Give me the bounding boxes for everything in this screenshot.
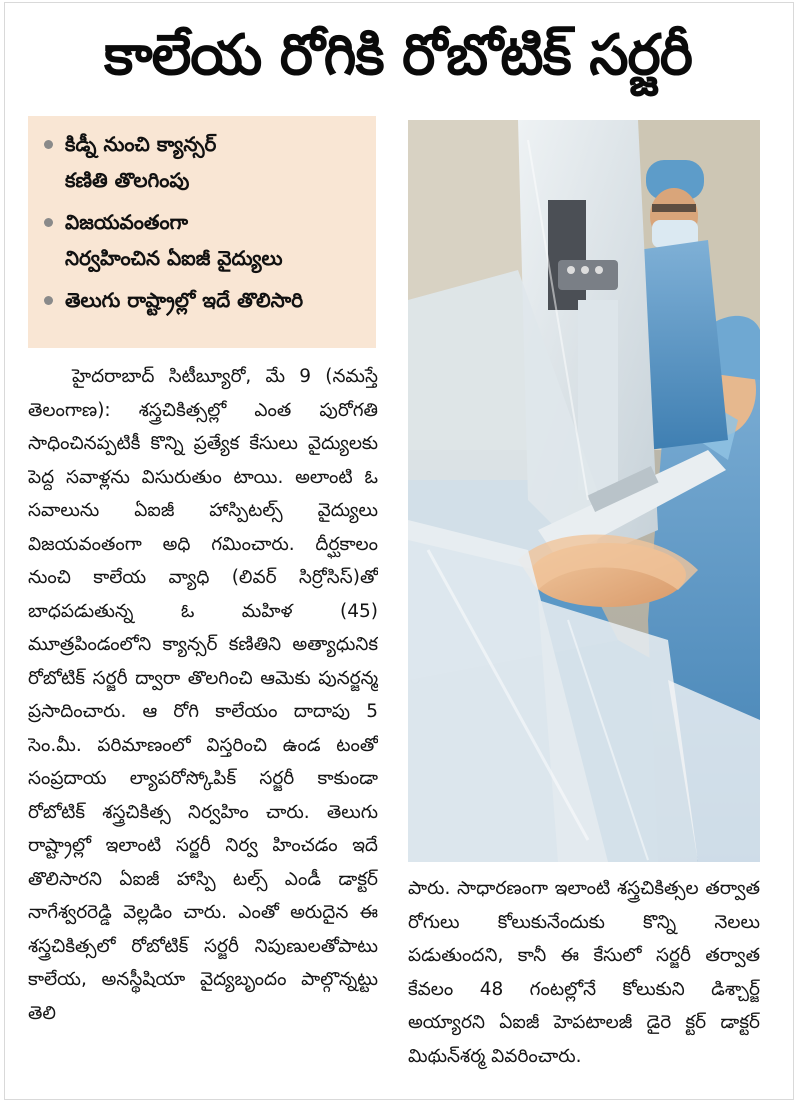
bullet-icon	[44, 218, 53, 227]
highlights-box	[28, 116, 376, 348]
highlight-item	[44, 126, 364, 198]
bullet-icon	[44, 296, 53, 305]
highlight-item	[44, 282, 364, 318]
article-column-2	[408, 872, 760, 1082]
headline: కాలేయ రోగికి రోబోటిక్ సర్జరీ	[104, 23, 692, 88]
surgery-photo	[408, 120, 760, 862]
highlight-text: తెలుగు రాష్ట్రాల్లో ఇదే తొలిసారి	[65, 288, 304, 312]
article-body-text: హైదరాబాద్ సిటీబ్యూరో, మే 9 (నమస్తే తెలంగాణ): శస్త్రచికిత్సల్లో ఎంత పురోగతి సాధించినప్పటికీ కొన్ని ప్రత్యేక కేసులు వైద్యులకు పెద్ద సవాళ్లను విసురుతుం టాయి. అలాంటి ఓ సవాలును ఏఐజీ హాస్పిటల్స్ వైద్యులు విజయవంతంగా అధి గమించారు. దీర్ఘకాలం నుంచి కాలేయ వ్యాధి (లివర్ సిర్రోసిస్)తో బాధపడుతున్న ఓ మహిళ (45) మూత్రపిండంలోని క్యాన్సర్ కణితిని అత్యాధునిక రోబోటిక్ సర్జరీ ద్వారా తొలగించి ఆమెకు పునర్జన్మ ప్రసాదించారు. ఆ రోగి కాలేయం దాదాపు 5 సెం.మీ. పరిమాణంలో విస్తరించి ఉండ టంతో సంప్రదాయ ల్యాపరోస్కోపిక్ సర్జరీ కాకుండా రోబోటిక్ శస్త్రచికిత్స నిర్వహిం చారు. తెలుగు రాష్ట్రాల్లో ఇలాంటి సర్జరీ నిర్వ హించడం ఇదే తొలిసారని ఏఐజీ హాస్పి టల్స్ ఎండీ డాక్టర్ నాగేశ్వరరెడ్డి వెల్లడిం చారు. ఎంతో అరుదైన ఈ శస్త్రచికిత్సలో రోబోటిక్ సర్జరీ నిపుణులతోపాటు కాలేయ, అనస్థీషియా వైద్యబృందం పాల్గొన్నట్టు తెలి	[28, 366, 378, 1024]
highlight-text: కిడ్నీ నుంచి క్యాన్సర్ కణితి తొలగింపు	[65, 132, 217, 192]
article-column-1	[28, 360, 378, 1090]
robotic-surgery-image	[408, 120, 760, 862]
highlight-text: విజయవంతంగా నిర్వహించిన ఏఐజీ వైద్యులు	[65, 210, 283, 270]
article-body-text: పారు. సాధారణంగా ఇలాంటి శస్త్రచికిత్సల తర్వాత రోగులు కోలుకునేందుకు కొన్ని నెలలు పడుతుందని, కానీ ఈ కేసులో సర్జరీ తర్వాత కేవలం 48 గంటల్లోనే కోలుకుని డిశ్చార్జ్ అయ్యారని ఏఐజీ హెపటాలజీ డైరె క్టర్ డాక్టర్ మిథున్‌శర్మ వివరించారు.	[408, 878, 760, 1067]
highlight-item	[44, 204, 364, 276]
bullet-icon	[44, 140, 53, 149]
